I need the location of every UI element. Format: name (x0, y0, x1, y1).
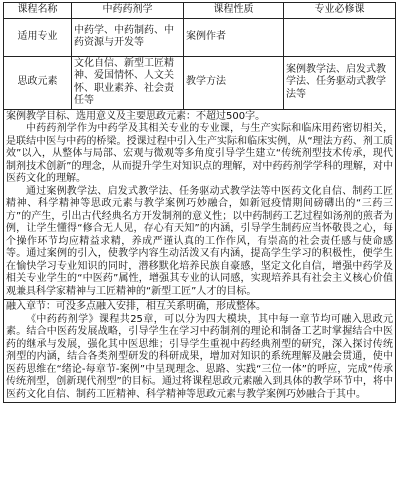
chapter-heading: 融入章节：可没多点融入安排，相互关系明确，形成整体。 (6, 301, 266, 312)
chapter-paragraph-1: 《中药药剂学》课程共25章，可以分为四大模块，其中每一章节均可融入思政元素。结合中医药发展战略，引导学生在学习中药制剂的理论和制备工艺时掌握结合中医药的继承与发展，强化其中医思维；引导学生重视中药经典剂型的研究，深入探讨传统剂型的内涵，结合各类剂型研发的科研成果，增加对知识的系统理解及融会贯通，使中医药思维在“绪论-每章节-案例”中呈现理念、思路、实践“三位一体”的呼应，完成“传承传统剂型，创新现代剂型”的目标。通过将课程思政元素融入到具体的教学环节中，将中医药文化自信、制药工匠精神、科学精神等思政元素与教学案例巧妙融合于其中。 (6, 313, 393, 400)
applicable-major-value: 中药学、中药制药、中药资源与开发等 (72, 18, 184, 56)
objective-cell (4, 109, 396, 300)
course-name-value: 中药药剂学 (72, 3, 184, 19)
elements-row (4, 56, 396, 109)
course-info-table (3, 2, 396, 403)
objective-row (4, 109, 396, 300)
label-ideological-elements: 思政元素 (4, 56, 72, 109)
case-author-value (284, 18, 396, 56)
teaching-method-value: 案例教学法、启发式教学法、任务驱动式教学法等 (284, 56, 396, 109)
chapter-cell (4, 300, 396, 403)
ideological-elements-value: 文化自信、新型工匠精神、爱国情怀、人文关怀、职业素养、社会责任等 (72, 56, 184, 109)
header-row (4, 3, 396, 19)
objective-heading: 案例教学目标、选用意义及主要思政元素：不超过500字。 (6, 110, 266, 122)
chapter-row (4, 300, 396, 403)
course-type-value: 专业必修课 (284, 3, 396, 19)
header-label-course-type: 课程性质 (184, 3, 284, 19)
major-row (4, 18, 396, 56)
label-teaching-method: 教学方法 (184, 56, 284, 109)
objective-paragraph-2: 通过案例教学法、启发式教学法、任务驱动式教学法等中医药文化自信、制药工匠精神、科学精神等思政元素与教学案例巧妙融合，如新冠疫情期间磅礴出的“三药三方”的产生，引出古代经典名方开发制剂的意义性；以中药制药工艺过程如汤剂的煎者为例，让学生懂得“修合无人见，存心有天知”的内涵，引导学生制药应当怀敬畏之心，每个操作环节均应精益求精，养成严谨认真的工作作风，有崇高的社会责任感与使命感等。通过案例的引入，使教学内容生动活泼又有内涵，提高学生学习的积极性，便学生在愉快学习专业知识的同时，潜移默化培养民族自豪感，坚定文化自信，增强中药学及相关专业学生的“中医药”属性，增强其专业的认同感，实现培养具有社会主义核心价值观兼具科学家精神与工匠精神的“新型工匠”人才的目标。 (6, 185, 393, 297)
objective-paragraph-1: 中药药剂学作为中药学及其相关专业的专业课，与生产实际和临床用药密切相关，是联结中医与中药的桥梁。授课过程中引入生产实际和临床实例，从“理法方药、剂工质效”以入，从整体与局部、宏观与微观等多角度引导学生建立“传统剂型技术传承，现代制剂技术创新”的理念，从而提升学生对知识点的理解，对中药药剂学学科的理解，对中医药文化的理解。 (6, 123, 393, 184)
header-label-course-name: 课程名称 (4, 3, 72, 19)
label-case-author: 案例作者 (184, 18, 284, 56)
label-applicable-major: 适用专业 (4, 18, 72, 56)
